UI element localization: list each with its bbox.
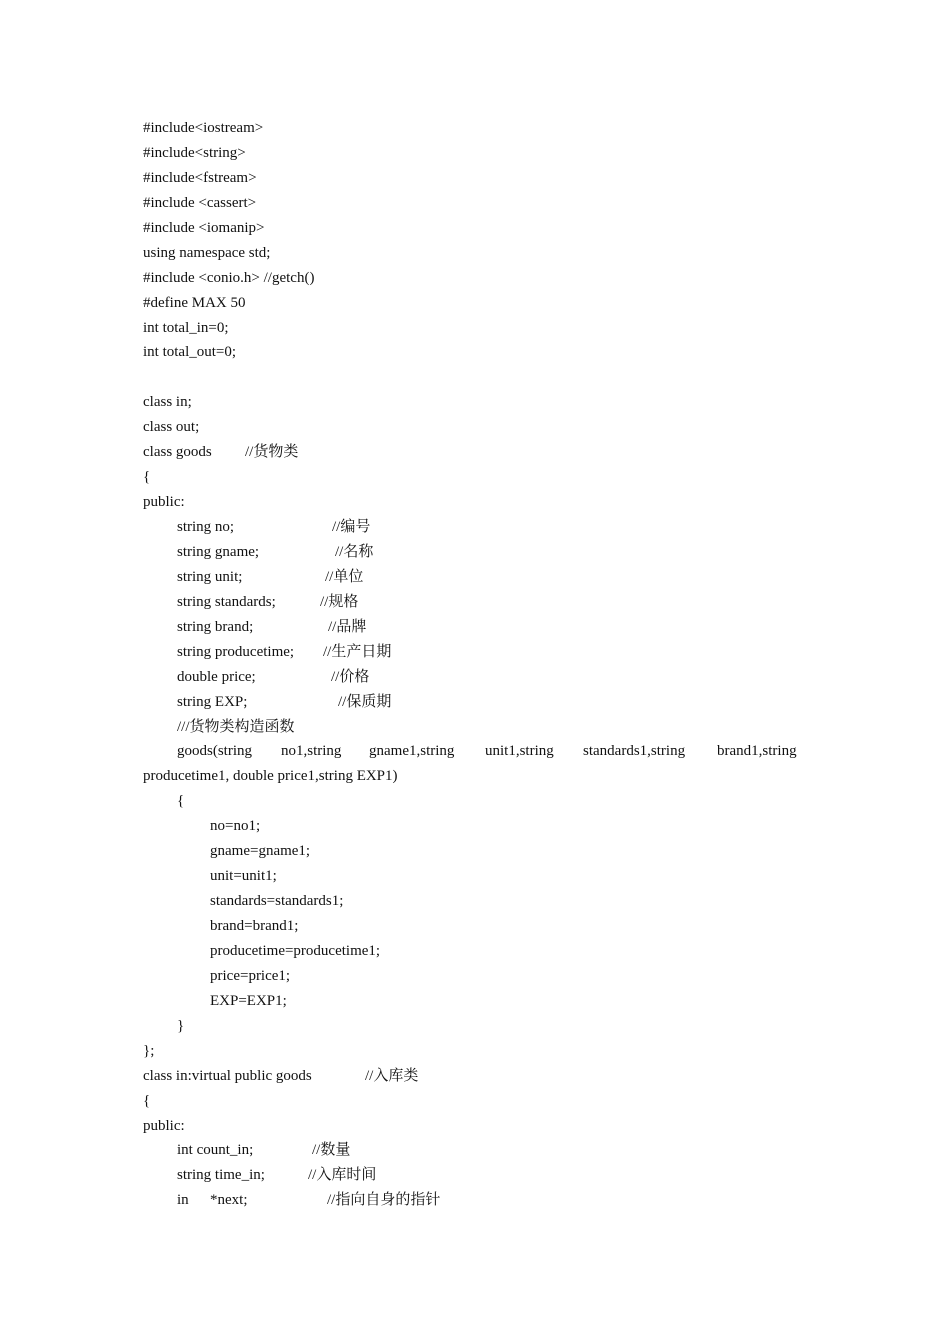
code-line — [0, 1163, 950, 1188]
code-part: gname1,string — [369, 743, 455, 760]
code-text: string standards; — [177, 593, 276, 610]
code-part: unit1,string — [485, 743, 554, 760]
code-line — [0, 490, 950, 515]
code-line — [0, 889, 950, 914]
code-line — [0, 1188, 950, 1213]
code-comment: //价格 — [331, 668, 370, 685]
code-text: producetime=producetime1; — [210, 942, 381, 959]
code-line — [0, 590, 950, 615]
code-line — [0, 191, 950, 216]
code-listing — [0, 116, 950, 1213]
code-part: *next; — [210, 1192, 248, 1209]
code-comment: //品牌 — [328, 618, 367, 635]
code-line — [0, 814, 950, 839]
code-comment: //保质期 — [338, 693, 392, 710]
code-line — [0, 640, 950, 665]
code-part: brand1,string — [717, 743, 797, 760]
code-text: EXP=EXP1; — [210, 992, 287, 1009]
code-line — [0, 116, 950, 141]
code-line — [0, 939, 950, 964]
code-text: #include<fstream> — [143, 169, 257, 186]
code-text: string EXP; — [177, 693, 248, 710]
code-comment: //生产日期 — [323, 643, 392, 660]
code-text: string no; — [177, 519, 235, 535]
code-text: class goods — [143, 444, 212, 461]
code-comment: //指向自身的指针 — [327, 1192, 441, 1209]
code-text: in — [177, 1192, 189, 1209]
code-text: unit=unit1; — [210, 868, 277, 885]
code-line — [0, 1039, 950, 1064]
code-text: string gname; — [177, 543, 260, 560]
code-text: #include <cassert> — [143, 194, 257, 211]
code-line — [0, 565, 950, 590]
code-line — [0, 166, 950, 191]
code-text: int total_in=0; — [143, 319, 229, 336]
code-line — [0, 216, 950, 241]
code-line — [0, 864, 950, 889]
code-line — [0, 789, 950, 814]
code-text: #include<string> — [143, 144, 246, 161]
code-line — [0, 1089, 950, 1114]
code-text: using namespace std; — [143, 244, 271, 261]
code-text: standards=standards1; — [210, 893, 344, 910]
code-line — [0, 715, 950, 740]
code-line — [0, 989, 950, 1014]
code-line — [0, 1014, 950, 1039]
code-comment: //名称 — [335, 543, 374, 560]
code-text: public: — [143, 494, 185, 511]
code-text: { — [143, 1092, 151, 1109]
code-line — [0, 1114, 950, 1139]
code-text: #include <iomanip> — [143, 219, 265, 236]
code-comment: //入库类 — [365, 1067, 419, 1084]
code-part: standards1,string — [583, 743, 686, 760]
code-text: { — [143, 469, 151, 486]
code-line — [0, 839, 950, 864]
code-line — [0, 515, 950, 540]
code-text: int count_in; — [177, 1142, 254, 1159]
code-text: }; — [143, 1042, 155, 1059]
code-comment: //单位 — [325, 568, 364, 585]
code-line — [0, 690, 950, 715]
code-text: class in; — [143, 394, 192, 411]
code-comment: //规格 — [320, 593, 359, 610]
code-line — [0, 141, 950, 166]
code-line — [0, 1064, 950, 1089]
code-text: public: — [143, 1117, 185, 1134]
code-text: producetime1, double price1,string EXP1) — [143, 768, 398, 785]
code-line — [0, 1138, 950, 1163]
code-text: gname=gname1; — [210, 843, 311, 860]
code-comment: //入库时间 — [308, 1167, 377, 1184]
code-part: no1,string — [281, 743, 342, 760]
code-line — [0, 316, 950, 341]
code-text: string time_in; — [177, 1167, 265, 1184]
code-text: class in:virtual public goods — [143, 1067, 312, 1084]
code-text: string producetime; — [177, 643, 295, 660]
code-text: #define MAX 50 — [143, 294, 246, 311]
code-line — [0, 440, 950, 465]
code-line — [0, 415, 950, 440]
code-text: no=no1; — [210, 818, 261, 835]
code-line — [0, 390, 950, 415]
code-text: int total_out=0; — [143, 344, 237, 361]
code-text: brand=brand1; — [210, 918, 299, 934]
code-text: class out; — [143, 419, 200, 436]
code-text: string unit; — [177, 568, 243, 585]
code-comment: //数量 — [312, 1142, 351, 1159]
code-comment: //货物类 — [245, 444, 299, 461]
code-line — [0, 665, 950, 690]
code-text: price=price1; — [210, 967, 291, 984]
code-line — [0, 964, 950, 989]
code-text: } — [177, 1017, 185, 1034]
code-text: string brand; — [177, 618, 254, 635]
code-text: #include<iostream> — [143, 120, 264, 136]
code-line — [0, 266, 950, 291]
code-text: #include <conio.h> //getch() — [143, 269, 315, 286]
code-line — [0, 615, 950, 640]
blank-line — [0, 365, 950, 390]
code-text: double price; — [177, 668, 256, 685]
code-comment: //编号 — [332, 519, 371, 535]
code-line — [0, 540, 950, 565]
code-line — [0, 241, 950, 266]
code-line — [0, 764, 950, 789]
code-text: { — [177, 793, 185, 810]
code-line — [0, 340, 950, 365]
code-line — [0, 739, 950, 764]
code-line — [0, 291, 950, 316]
code-line — [0, 914, 950, 939]
code-text: goods(string — [177, 743, 252, 760]
code-text: ///货物类构造函数 — [177, 718, 295, 735]
code-line — [0, 465, 950, 490]
